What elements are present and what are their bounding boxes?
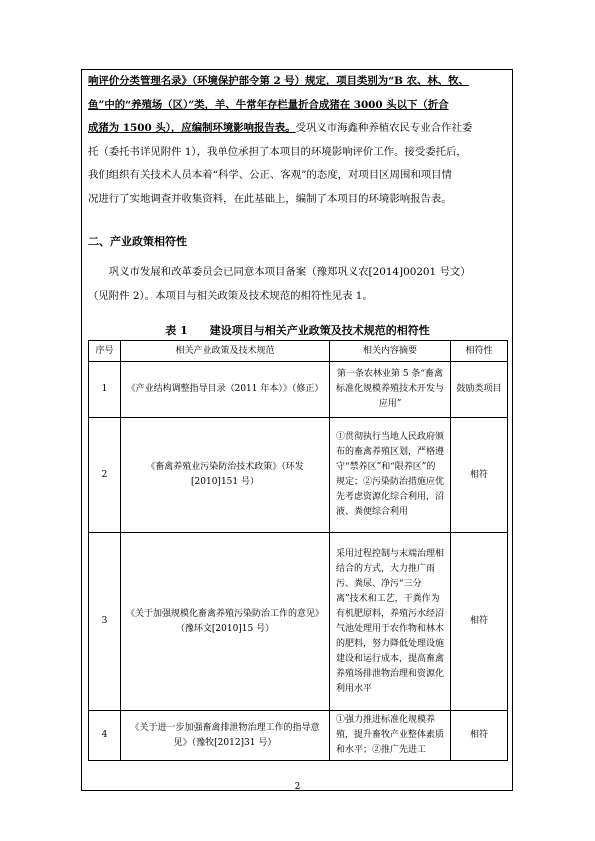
cell-policy: 《关于加强规模化畜禽养殖污染防治工作的意见》（豫环文[2010]15 号） [121,533,330,711]
policy-paragraph [88,261,508,308]
cell-summary: ①贯彻执行当地人民政府颁布的畜禽养殖区划，严格遵守“禁养区”和“限养区”的规定；②污染防治措施应优先考虑资源化综合利用，沼液、粪便综合利用 [330,418,451,533]
cell-result: 相符 [451,533,508,711]
intro-line: 我们组织有关技术人员本着“科学、公正、客观”的态度，对项目区周围和项目情 [88,169,452,182]
cell-result: 相符 [451,418,508,533]
intro-line: 成猪为 1500 头），应编制环境影响报告表。受巩义市海鑫种养植农民专业合作社委 [88,122,473,135]
table-row [89,533,508,711]
table-row [89,362,508,418]
cell-summary: 采用过程控制与末端治理相结合的方式，大力推广雨污、粪尿、净污“三分离”技术和工艺，干粪作为有机肥原料，养殖污水经沼气池处理用于农作物和林木的肥料，努力降低处理设施建设和运行成本，提高畜禽养殖场排泄物治理和资源化利用水平 [330,533,451,711]
intro-line: 托（委托书详见附件 1），我单位承担了本项目的环境影响评价工作。接受委托后， [88,145,467,158]
cell-summary: 第一条农林业第 5 条“畜禽标准化规模养殖技术开发与应用” [330,362,451,418]
header-result: 相符性 [451,341,508,362]
table-caption: 表 1 建设项目与相关产业政策及技术规范的相符性 [165,324,430,337]
cell-no: 3 [89,533,121,711]
cell-no: 4 [89,711,121,761]
intro-line: 鱼”中的“养殖场（区）”类，羊、牛常年存栏量折合成猪在 3000 头以下（折合 [88,98,449,111]
intro-paragraph [88,70,508,212]
cell-policy: 《畜禽养殖业污染防治技术政策》（环发[2010]151 号） [121,418,330,533]
header-summary: 相关内容摘要 [330,341,451,362]
header-policy: 相关产业政策及技术规范 [121,341,330,362]
policy-line: （见附件 2）。本项目与相关政策及技术规范的相符性见表 1。 [88,289,373,302]
policy-line: 巩义市发展和改革委员会已同意本项目备案（豫郑巩义农[2014]00201 号文） [88,266,471,278]
cell-no: 1 [89,362,121,418]
cell-policy: 《关于进一步加强畜禽排泄物治理工作的指导意见》（豫牧[2012]31 号） [121,711,330,761]
page-number: 2 [294,782,301,792]
table-row [89,418,508,533]
table-header-row [89,341,508,362]
cell-policy: 《产业结构调整指导目录（2011 年本）》（修正） [121,362,330,418]
header-no: 序号 [89,341,121,362]
intro-line: 况进行了实地调查并收集资料，在此基础上，编制了本项目的环境影响报告表。 [88,192,452,205]
cell-no: 2 [89,418,121,533]
intro-line: 响评价分类管理名录》（环境保护部令第 2 号）规定，项目类别为“B 农、林、牧、 [88,75,469,87]
policy-compliance-table [88,340,508,761]
cell-result: 相符 [451,711,508,761]
section-heading: 二、产业政策相符性 [88,235,187,248]
cell-summary: ①强力推进标准化规模养殖，提升畜牧产业整体素质和水平；②推广先进工 [330,711,451,761]
cell-result: 鼓励类项目 [451,362,508,418]
table-row [89,711,508,761]
